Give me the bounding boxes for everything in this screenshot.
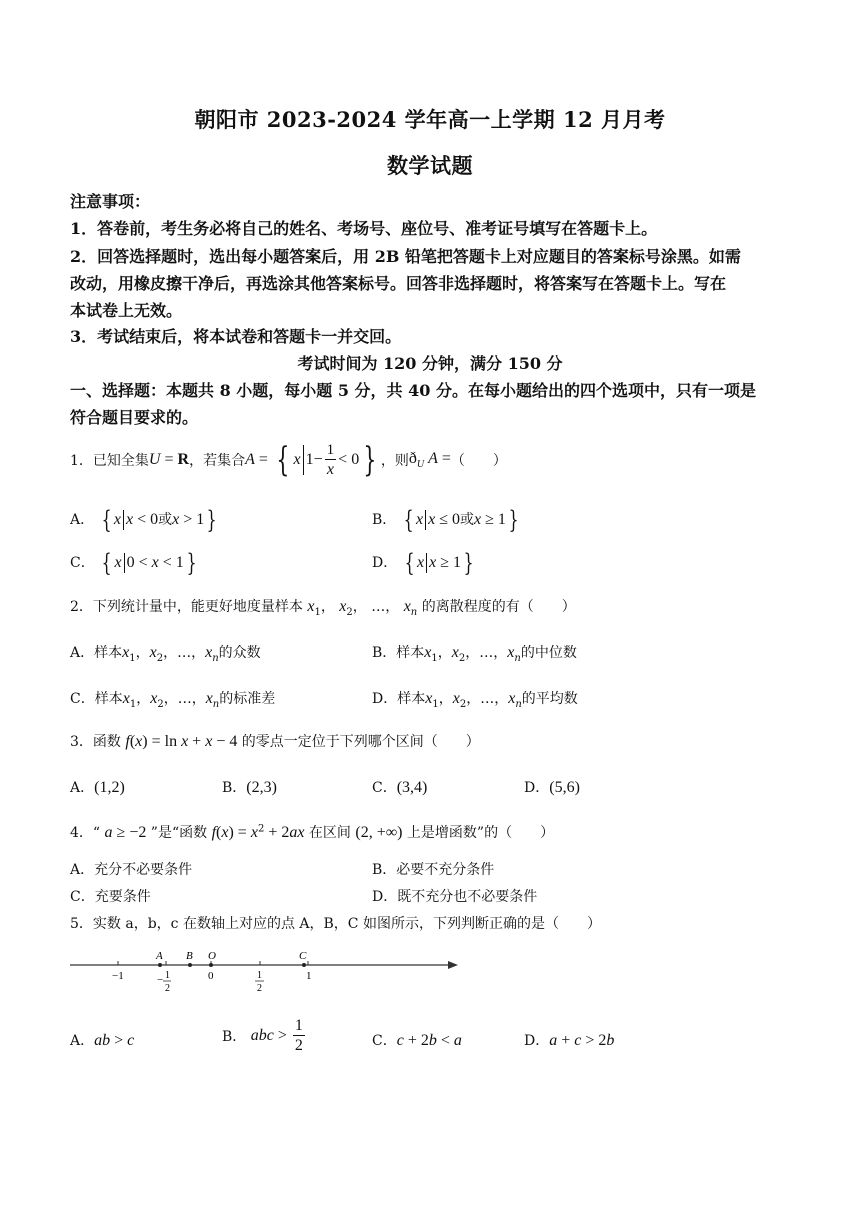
label-b: B	[186, 950, 193, 962]
question-3: 3．函数 f(x) = ln x + x − 4 的零点一定位于下列哪个区间（ ）	[70, 733, 480, 750]
tick-label-zero: 0	[208, 970, 214, 982]
tick-label-half-num-neg: 1	[165, 970, 170, 981]
point-c	[302, 963, 306, 967]
notice-item-2-line-2: 改动，用橡皮擦干净后，再选涂其他答案标号。回答非选择题时，将答案写在答题卡上。写在	[70, 274, 727, 293]
label-a: A	[156, 950, 163, 962]
tick-label-half-num: 1	[257, 970, 262, 981]
q3-option-c[interactable]: C．(3,4)	[372, 779, 428, 796]
question-5: 5．实数 a，b，c 在数轴上对应的点 A，B，C 如图所示，下列判断正确的是（ ）	[70, 916, 601, 932]
q1-option-b[interactable]: B． { x x ≤ 0或x ≥ 1 }	[372, 506, 519, 534]
q2-option-d[interactable]: D．样本$x_1$，$x_2$，…，$x_n$的平均数	[372, 690, 578, 710]
q5-option-b[interactable]: B． abc > $\frac{1}{2}$	[222, 1017, 303, 1054]
q1-option-d[interactable]: D． { x x ≥ 1 }	[372, 549, 474, 577]
q1-option-c[interactable]: C． { x 0 < x < 1 }	[70, 549, 197, 577]
q4-option-a[interactable]: A．充分不必要条件	[70, 862, 193, 878]
point-o	[209, 963, 213, 967]
number-line-figure	[70, 940, 460, 1000]
label-c: C	[299, 950, 307, 962]
q5-option-d[interactable]: D．a + c > 2b	[524, 1032, 615, 1049]
point-a	[158, 963, 162, 967]
tick-label-minus-1: −1	[112, 970, 124, 982]
page-subtitle: 数学试题	[387, 153, 473, 178]
q4-option-d[interactable]: D．既不充分也不必要条件	[372, 889, 538, 905]
notice-item-1: 1．答卷前，考生务必将自己的姓名、考场号、座位号、准考证号填写在答题卡上。	[70, 219, 658, 238]
point-b	[188, 963, 192, 967]
q5-option-c[interactable]: C．c + 2b < a	[372, 1032, 462, 1049]
tick-label-one: 1	[306, 970, 312, 982]
label-o: O	[208, 950, 216, 962]
question-2: 2．下列统计量中，能更好地度量样本 $x_1$， $x_2$， …， $x_n$ 的离散程度的有（ ）	[70, 598, 576, 618]
q5-option-a[interactable]: A．ab > c	[70, 1032, 135, 1049]
q2-option-b[interactable]: B．样本$x_1$，$x_2$，…，$x_n$的中位数	[372, 644, 577, 664]
question-1: 1．已知全集 U = R ，若集合 A = { x 1− $\frac{1}{x}$ < 0 } ，则 $ð_U$ A = （ ）	[70, 440, 507, 480]
q2-option-c[interactable]: C．样本$x_1$，$x_2$，…，$x_n$的标准差	[70, 690, 276, 710]
exam-time: 考试时间为 120 分钟，满分 150 分	[297, 354, 563, 373]
tick-label-half-den-neg: 2	[165, 983, 170, 994]
q4-option-b[interactable]: B．必要不充分条件	[372, 862, 495, 878]
page-title: 朝阳市 2023-2024 学年高一上学期 12 月月考	[194, 107, 666, 132]
section-heading-line-1: 一、选择题：本题共 8 小题，每小题 5 分，共 40 分。在每小题给出的四个选项中，只有一项是	[70, 381, 756, 400]
q3-option-b[interactable]: B．(2,3)	[222, 779, 277, 796]
q2-option-a[interactable]: A．样本$x_1$，$x_2$，…，$x_n$的众数	[70, 644, 261, 664]
arrow-icon	[448, 961, 458, 969]
q1-option-a[interactable]: A． { x x < 0或x > 1 }	[70, 506, 217, 534]
notice-item-2-line-3: 本试卷上无效。	[70, 301, 183, 320]
tick-label-half-den: 2	[257, 983, 262, 994]
q3-option-d[interactable]: D．(5,6)	[524, 779, 580, 796]
tick-label-minus-sign: −	[157, 974, 164, 986]
notice-heading: 注意事项：	[70, 192, 151, 211]
section-heading-line-2: 符合题目要求的。	[70, 408, 199, 427]
notice-item-3: 3．考试结束后，将本试卷和答题卡一并交回。	[70, 327, 402, 346]
q3-option-a[interactable]: A．(1,2)	[70, 779, 125, 796]
question-4: 4．“ a ≥ −2 ”是“函数 $f(x) = x^2 + 2ax$ 在区间 (2, +∞) 上是增函数”的（ ）	[70, 823, 555, 841]
notice-item-2-line-1: 2．回答选择题时，选出每小题答案后，用 2B 铅笔把答题卡上对应题目的答案标号涂黑。如需	[70, 247, 741, 266]
q4-option-c[interactable]: C．充要条件	[70, 889, 151, 905]
